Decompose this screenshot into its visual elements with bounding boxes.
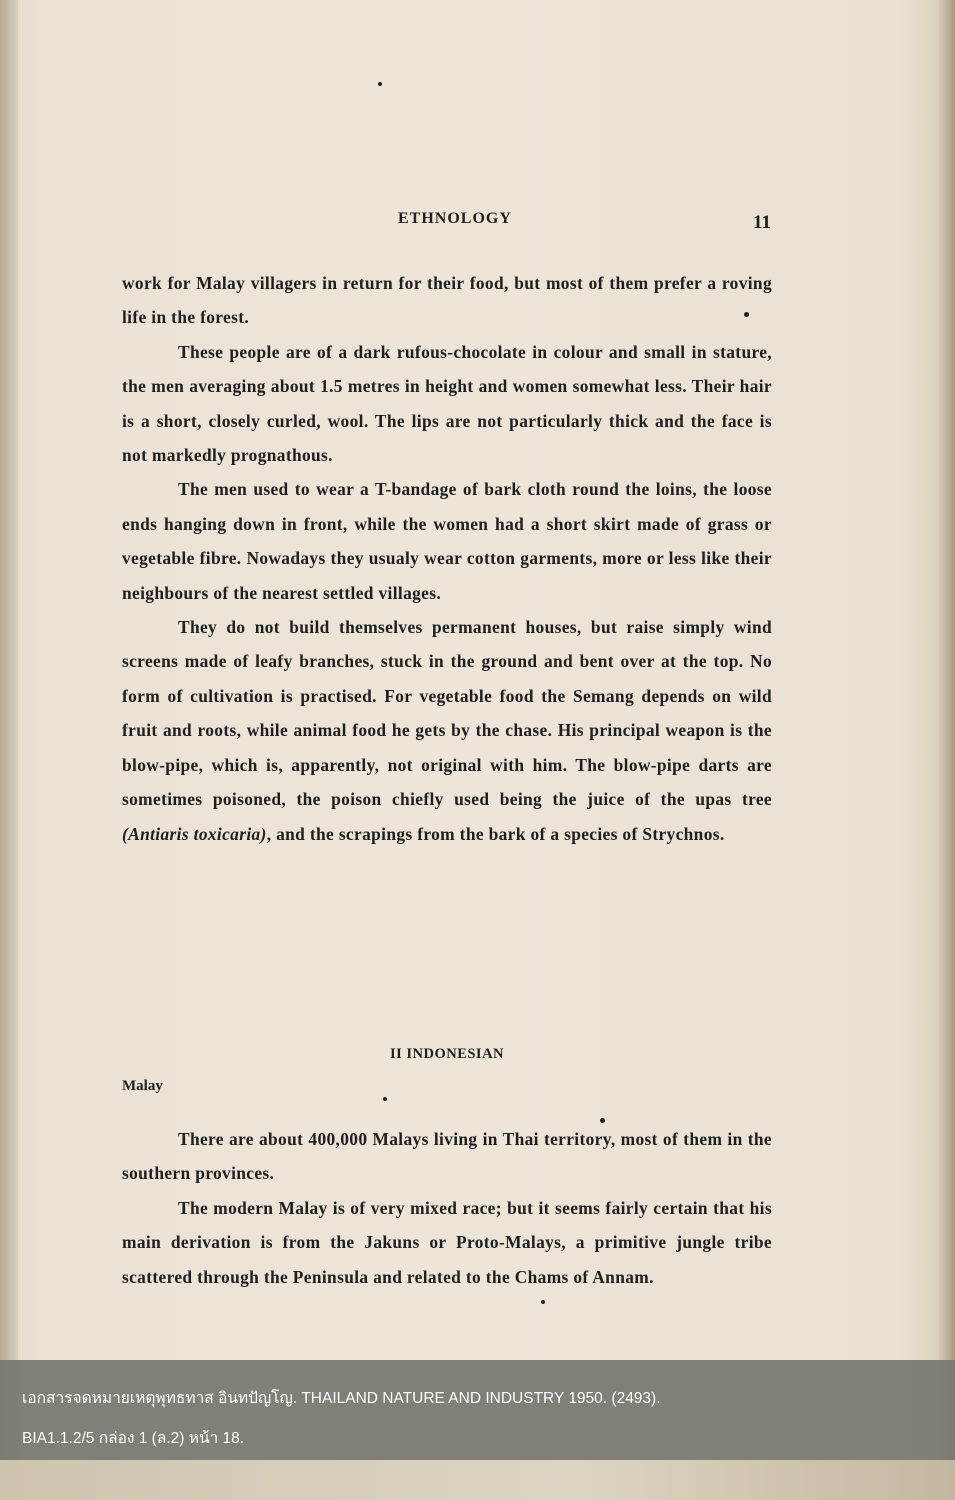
paragraph-4 [122,610,772,851]
section-paragraph-1: There are about 400,000 Malays living in Thai territory, most of them in the southern provinces. [122,1129,772,1184]
page-header [120,210,775,240]
section-heading: II INDONESIAN [389,1046,505,1062]
section-text [122,1122,772,1294]
subheading: Malay [122,1078,163,1094]
section-paragraph-2: The modern Malay is of very mixed race; but it seems fairly certain that his main derivation is from the Jakuns or Proto-Malays, a primitive jungle tribe scattered through the Peninsula and related to the Chams of Annam. [122,1197,772,1287]
ink-dot [378,82,382,86]
body-text [122,266,772,851]
page-right-edge [939,0,955,1500]
paragraph-4-text-b: , and the scrapings from the bark of a species of Strychnos. [266,823,725,844]
paragraph-4-text-a: They do not build themselves permanent houses, but raise simply wind screens made of leafy branches, stuck in the ground and bent over at the top. No form of cultivation is practised. For vegetable food the Semang depends on wild fruit and roots, while animal food he gets by the chase. His principal weapon is the blow-pipe, which is, apparently, not original with him. The blow-pipe darts are sometimes poisoned, the poison chiefly used being the juice of the upas tree [122,617,772,810]
page-number: 11 [753,212,771,233]
paragraph-3: The men used to wear a T-bandage of bark cloth round the loins, the loose ends hanging down in front, while the women had a short skirt made of grass or vegetable fibre. Nowadays they usualy wear cotton garments, more or less like their neighbours of the nearest settled villages. [122,479,772,603]
paragraph-2: These people are of a dark rufous-chocolate in colour and small in stature, the men averaging about 1.5 metres in height and women somewhat less. Their hair is a short, closely curled, wool. The lips are not particularly thick and the face is not markedly prognathous. [122,341,772,466]
caption-line-1: เอกสารจดหมายเหตุพุทธทาส อินทปัญโญ. THAILAND NATURE AND INDUSTRY 1950. (2493). [22,1390,661,1407]
caption-line-2: BIA1.1.2/5 กล่อง 1 (ล.2) หน้า 18. [22,1430,245,1447]
ink-dot [383,1097,387,1101]
paragraph-1: work for Malay villagers in return for their food, but most of them prefer a roving life in the forest. [122,273,772,328]
page-left-edge [0,0,18,1500]
species-name-italic: (Antiaris toxicaria) [122,823,267,844]
ink-dot [744,312,749,317]
ink-dot [541,1300,545,1304]
running-head: ETHNOLOGY [398,210,512,227]
ink-dot [600,1118,605,1123]
page-bottom-strip [0,1460,955,1500]
